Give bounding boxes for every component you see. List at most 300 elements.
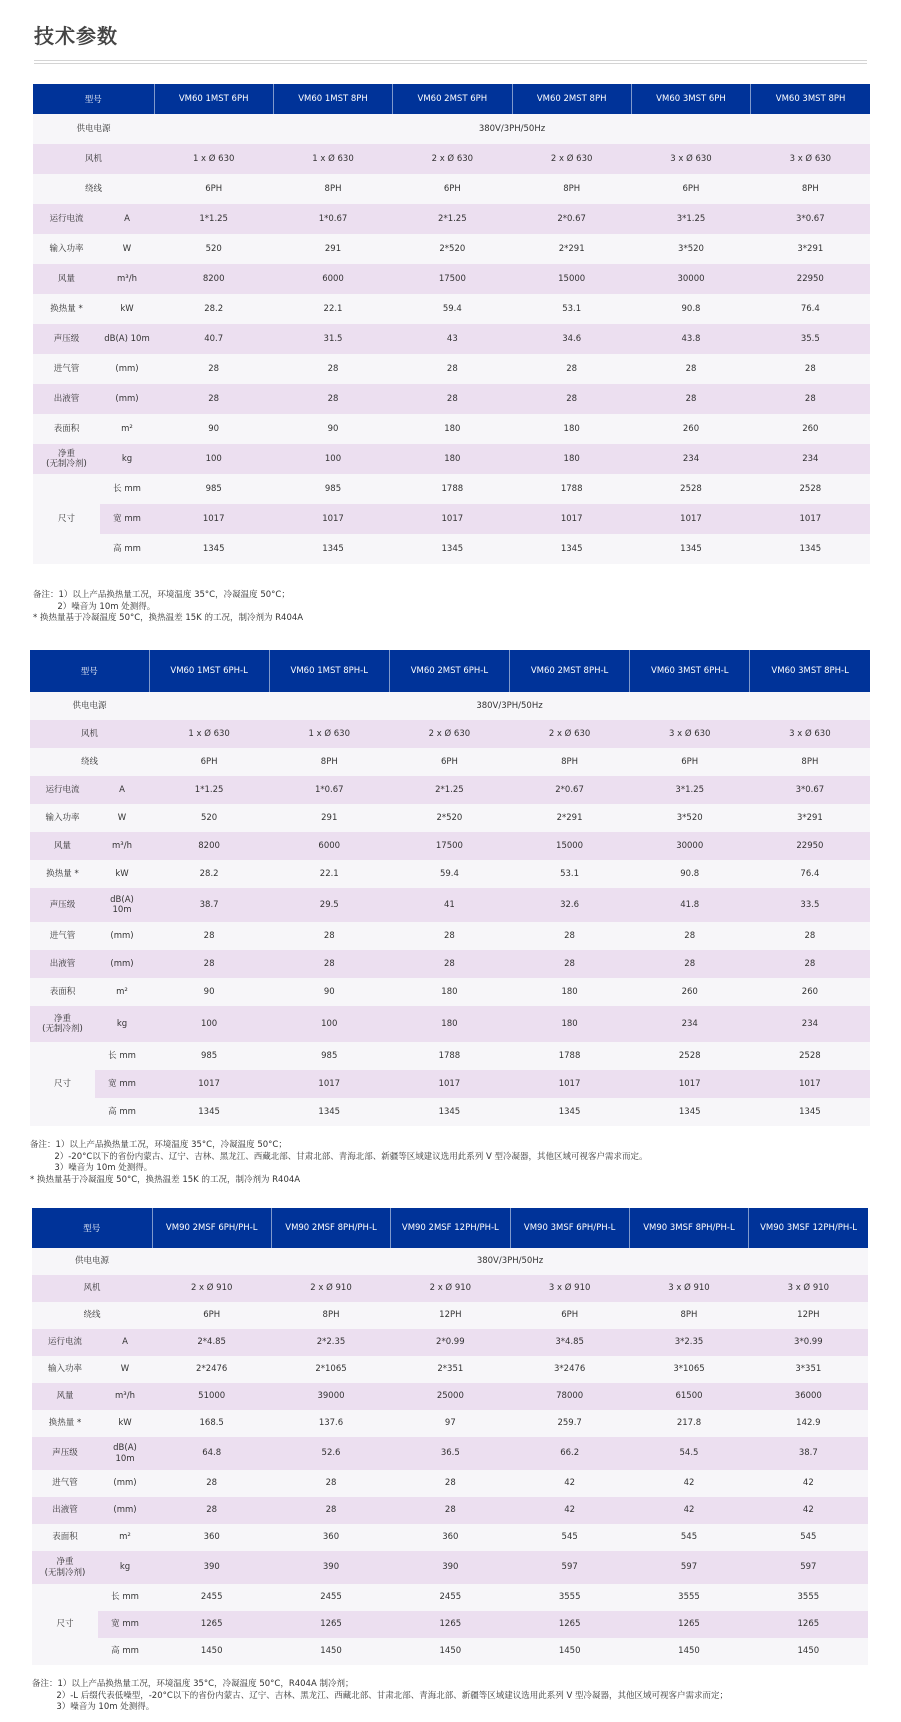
value-cell: 260 — [630, 978, 750, 1006]
model-header-label: 型号 — [30, 650, 149, 692]
row-unit: 宽 mm — [95, 1070, 149, 1098]
value-cell: 8PH — [273, 174, 392, 204]
value-cell: 76.4 — [751, 294, 870, 324]
value-cell: 28 — [152, 1470, 271, 1497]
spec-row — [33, 354, 870, 384]
value-cell: 142.9 — [749, 1410, 868, 1437]
value-cell: 2528 — [630, 1042, 750, 1070]
value-cell: 28 — [751, 384, 870, 414]
title-divider — [34, 60, 867, 61]
row-unit: W — [98, 1356, 152, 1383]
value-cell: 100 — [154, 444, 273, 474]
value-cell: 28 — [512, 384, 631, 414]
power-supply-row — [32, 1248, 868, 1275]
table-notes: 备注：1）以上产品换热量工况，环境温度 35°C，冷凝温度 50°C，R404A 制冷剂； 2）-L 后缀代表低噪型，-20°C以下的省份内蒙古、辽宁、吉林、黑龙江、西藏北部、甘肃北部、青海北部、新疆等区域建议选用此系列 V 型冷凝器，其他区域可视客户需求而定； 3）噪音为 10m 处测得。 — [32, 1679, 729, 1712]
row-label: 绕线 — [33, 174, 154, 204]
value-cell: 8PH — [750, 748, 870, 776]
value-cell: 8PH — [271, 1302, 390, 1329]
value-cell: 3*1.25 — [630, 776, 750, 804]
value-cell: 1265 — [152, 1611, 271, 1638]
value-cell: 390 — [271, 1551, 390, 1584]
row-label: 供电电源 — [30, 692, 149, 720]
value-cell: 1345 — [149, 1098, 269, 1126]
spec-row — [33, 174, 870, 204]
row-unit: m² — [98, 1524, 152, 1551]
value-cell: 3 x Ø 910 — [510, 1275, 629, 1302]
model-name: VM60 2MST 6PH — [393, 84, 512, 114]
value-cell: 6PH — [393, 174, 512, 204]
value-cell: 28 — [630, 922, 750, 950]
value-cell: 6PH — [149, 748, 269, 776]
value-cell: 36.5 — [391, 1437, 510, 1470]
spec-row — [30, 978, 870, 1006]
row-label: 运行电流 — [30, 776, 95, 804]
row-unit: 长 mm — [95, 1042, 149, 1070]
size-row — [33, 504, 870, 534]
value-cell: 8200 — [154, 264, 273, 294]
value-cell: 28 — [269, 922, 389, 950]
spec-row — [32, 1524, 868, 1551]
spec-row — [33, 264, 870, 294]
value-cell: 42 — [749, 1497, 868, 1524]
row-unit: (mm) — [98, 1497, 152, 1524]
model-name: VM60 3MST 6PH — [631, 84, 750, 114]
row-label: 换热量 * — [33, 294, 100, 324]
value-cell: 180 — [393, 444, 512, 474]
row-label: 尺寸 — [32, 1584, 98, 1665]
value-cell: 3*351 — [749, 1356, 868, 1383]
value-cell: 1450 — [629, 1638, 748, 1665]
value-cell: 985 — [149, 1042, 269, 1070]
spec-row — [33, 204, 870, 234]
value-cell: 1345 — [631, 534, 750, 564]
row-unit: (mm) — [98, 1470, 152, 1497]
value-cell: 28 — [631, 354, 750, 384]
row-label: 运行电流 — [33, 204, 100, 234]
row-label: 风量 — [33, 264, 100, 294]
value-cell: 360 — [271, 1524, 390, 1551]
value-cell: 15000 — [509, 832, 629, 860]
value-cell: 28 — [389, 950, 509, 978]
value-cell: 545 — [749, 1524, 868, 1551]
row-label: 绕线 — [32, 1302, 152, 1329]
value-cell: 3 x Ø 630 — [631, 144, 750, 174]
spec-row — [30, 922, 870, 950]
value-cell: 1265 — [510, 1611, 629, 1638]
value-cell: 28 — [269, 950, 389, 978]
value-cell: 90.8 — [630, 860, 750, 888]
value-cell: 40.7 — [154, 324, 273, 354]
value-cell: 36000 — [749, 1383, 868, 1410]
value-cell: 6000 — [273, 264, 392, 294]
value-cell: 22950 — [750, 832, 870, 860]
value-cell: 1017 — [751, 504, 870, 534]
value-cell: 28.2 — [149, 860, 269, 888]
model-header-label: 型号 — [32, 1208, 152, 1248]
spec-row — [32, 1497, 868, 1524]
row-unit: dB(A) 10m — [95, 888, 149, 922]
value-cell: 90 — [149, 978, 269, 1006]
spec-row — [33, 294, 870, 324]
value-cell: 2455 — [271, 1584, 390, 1611]
value-cell: 1450 — [749, 1638, 868, 1665]
row-unit: 高 mm — [98, 1638, 152, 1665]
value-cell: 180 — [509, 1006, 629, 1042]
size-row — [30, 1042, 870, 1070]
page-title: 技术参数 — [34, 24, 118, 48]
value-cell: 78000 — [510, 1383, 629, 1410]
value-cell: 234 — [751, 444, 870, 474]
row-label: 输入功率 — [30, 804, 95, 832]
spec-row — [33, 324, 870, 354]
row-label: 尺寸 — [33, 474, 100, 564]
value-cell: 90.8 — [631, 294, 750, 324]
value-cell: 390 — [152, 1551, 271, 1584]
value-cell: 1017 — [393, 504, 512, 534]
value-cell: 8PH — [629, 1302, 748, 1329]
value-cell: 53.1 — [509, 860, 629, 888]
model-name: VM60 1MST 6PH — [154, 84, 273, 114]
spec-row — [30, 860, 870, 888]
value-cell: 2 x Ø 630 — [509, 720, 629, 748]
header-row — [33, 84, 870, 114]
value-cell: 2*520 — [389, 804, 509, 832]
value-cell: 51000 — [152, 1383, 271, 1410]
value-cell: 2528 — [751, 474, 870, 504]
row-label: 出液管 — [33, 384, 100, 414]
row-unit: W — [100, 234, 154, 264]
table-notes: 备注：1）以上产品换热量工况，环境温度 35°C，冷凝温度 50°C； 2）噪音为 10m 处测得。 * 换热量基于冷凝温度 50°C，换热温差 15K 的工况，制冷剂为 R404A — [33, 590, 304, 623]
spec-row — [32, 1329, 868, 1356]
value-cell: 28 — [631, 384, 750, 414]
value-cell: 180 — [389, 978, 509, 1006]
row-unit: 高 mm — [100, 534, 154, 564]
model-header-label: 型号 — [33, 84, 154, 114]
value-cell: 29.5 — [269, 888, 389, 922]
row-label: 表面积 — [33, 414, 100, 444]
value-cell: 1265 — [629, 1611, 748, 1638]
row-label: 进气管 — [32, 1470, 98, 1497]
value-cell: 97 — [391, 1410, 510, 1437]
value-cell: 30000 — [630, 832, 750, 860]
spec-table-1 — [33, 84, 870, 564]
value-cell: 6PH — [631, 174, 750, 204]
value-cell: 28 — [509, 922, 629, 950]
row-label: 输入功率 — [33, 234, 100, 264]
value-cell: 1345 — [509, 1098, 629, 1126]
value-cell: 28 — [271, 1470, 390, 1497]
value-cell: 2528 — [631, 474, 750, 504]
value-cell: 3*0.99 — [749, 1329, 868, 1356]
size-row — [30, 1098, 870, 1126]
value-cell: 1*0.67 — [273, 204, 392, 234]
value-cell: 8PH — [269, 748, 389, 776]
row-label: 净重 (无制冷剂) — [32, 1551, 98, 1584]
value-cell: 2 x Ø 910 — [271, 1275, 390, 1302]
size-row — [32, 1584, 868, 1611]
model-name: VM90 3MSF 12PH/PH-L — [749, 1208, 868, 1248]
power-supply-value: 380V/3PH/50Hz — [149, 692, 870, 720]
power-supply-value: 380V/3PH/50Hz — [154, 114, 870, 144]
value-cell: 3*520 — [630, 804, 750, 832]
value-cell: 1017 — [149, 1070, 269, 1098]
row-unit: (mm) — [95, 922, 149, 950]
value-cell: 28 — [393, 384, 512, 414]
spec-row — [32, 1551, 868, 1584]
value-cell: 1017 — [269, 1070, 389, 1098]
size-row — [33, 474, 870, 504]
value-cell: 61500 — [629, 1383, 748, 1410]
row-label: 风量 — [32, 1383, 98, 1410]
spec-row — [30, 720, 870, 748]
row-unit: m² — [95, 978, 149, 1006]
value-cell: 8PH — [751, 174, 870, 204]
value-cell: 32.6 — [509, 888, 629, 922]
value-cell: 43.8 — [631, 324, 750, 354]
value-cell: 12PH — [749, 1302, 868, 1329]
row-label: 运行电流 — [32, 1329, 98, 1356]
value-cell: 597 — [629, 1551, 748, 1584]
value-cell: 2*2476 — [152, 1356, 271, 1383]
spec-row — [32, 1356, 868, 1383]
value-cell: 1265 — [749, 1611, 868, 1638]
row-label: 声压级 — [30, 888, 95, 922]
value-cell: 28 — [149, 950, 269, 978]
value-cell: 2 x Ø 630 — [512, 144, 631, 174]
value-cell: 2*1.25 — [389, 776, 509, 804]
row-label: 出液管 — [32, 1497, 98, 1524]
row-unit: A — [100, 204, 154, 234]
value-cell: 180 — [512, 414, 631, 444]
value-cell: 43 — [393, 324, 512, 354]
value-cell: 3*291 — [751, 234, 870, 264]
value-cell: 53.1 — [512, 294, 631, 324]
model-name: VM60 2MST 6PH-L — [389, 650, 509, 692]
value-cell: 1 x Ø 630 — [154, 144, 273, 174]
value-cell: 985 — [273, 474, 392, 504]
row-unit: A — [95, 776, 149, 804]
value-cell: 59.4 — [389, 860, 509, 888]
value-cell: 17500 — [393, 264, 512, 294]
value-cell: 1345 — [393, 534, 512, 564]
row-label: 表面积 — [30, 978, 95, 1006]
spec-row — [33, 414, 870, 444]
value-cell: 1017 — [273, 504, 392, 534]
value-cell: 22950 — [751, 264, 870, 294]
value-cell: 22.1 — [269, 860, 389, 888]
value-cell: 90 — [154, 414, 273, 444]
value-cell: 64.8 — [152, 1437, 271, 1470]
model-name: VM60 1MST 8PH — [273, 84, 392, 114]
value-cell: 1345 — [389, 1098, 509, 1126]
size-row — [32, 1638, 868, 1665]
value-cell: 2*4.85 — [152, 1329, 271, 1356]
value-cell: 1017 — [154, 504, 273, 534]
value-cell: 3 x Ø 630 — [750, 720, 870, 748]
value-cell: 66.2 — [510, 1437, 629, 1470]
value-cell: 90 — [269, 978, 389, 1006]
value-cell: 38.7 — [749, 1437, 868, 1470]
value-cell: 1788 — [512, 474, 631, 504]
value-cell: 3*2476 — [510, 1356, 629, 1383]
row-unit: kW — [98, 1410, 152, 1437]
row-unit: (mm) — [100, 354, 154, 384]
value-cell: 42 — [510, 1470, 629, 1497]
value-cell: 291 — [273, 234, 392, 264]
value-cell: 2*291 — [509, 804, 629, 832]
value-cell: 1345 — [273, 534, 392, 564]
value-cell: 35.5 — [751, 324, 870, 354]
table-notes: 备注：1）以上产品换热量工况，环境温度 35°C，冷凝温度 50°C； 2）-20°C以下的省份内蒙古、辽宁、吉林、黑龙江、西藏北部、甘肃北部、青海北部、新疆等区域建议选用此系列 V 型冷凝器，其他区域可视客户需求而定。 3）噪音为 10m 处测得。 * 换热量基于冷凝温度 50°C，换热温差 15K 的工况，制冷剂为 R404A — [30, 1140, 648, 1185]
row-label: 出液管 — [30, 950, 95, 978]
header-row — [32, 1208, 868, 1248]
size-row — [30, 1070, 870, 1098]
value-cell: 168.5 — [152, 1410, 271, 1437]
value-cell: 545 — [510, 1524, 629, 1551]
spec-row — [32, 1410, 868, 1437]
value-cell: 3555 — [510, 1584, 629, 1611]
value-cell: 28 — [509, 950, 629, 978]
value-cell: 1788 — [393, 474, 512, 504]
value-cell: 2528 — [750, 1042, 870, 1070]
value-cell: 28 — [152, 1497, 271, 1524]
value-cell: 234 — [631, 444, 750, 474]
value-cell: 42 — [510, 1497, 629, 1524]
model-name: VM60 1MST 6PH-L — [149, 650, 269, 692]
row-label: 输入功率 — [32, 1356, 98, 1383]
value-cell: 42 — [749, 1470, 868, 1497]
value-cell: 3*0.67 — [750, 776, 870, 804]
spec-row — [32, 1302, 868, 1329]
row-unit: (mm) — [95, 950, 149, 978]
spec-row — [33, 234, 870, 264]
row-label: 声压级 — [32, 1437, 98, 1470]
spec-row — [32, 1383, 868, 1410]
value-cell: 28 — [273, 354, 392, 384]
value-cell: 59.4 — [393, 294, 512, 324]
value-cell: 180 — [509, 978, 629, 1006]
spec-row — [33, 384, 870, 414]
value-cell: 1345 — [154, 534, 273, 564]
value-cell: 3*2.35 — [629, 1329, 748, 1356]
value-cell: 54.5 — [629, 1437, 748, 1470]
model-name: VM90 2MSF 8PH/PH-L — [271, 1208, 390, 1248]
value-cell: 985 — [154, 474, 273, 504]
value-cell: 28 — [273, 384, 392, 414]
row-unit: kg — [100, 444, 154, 474]
value-cell: 1450 — [152, 1638, 271, 1665]
value-cell: 180 — [512, 444, 631, 474]
value-cell: 28.2 — [154, 294, 273, 324]
row-unit: m³/h — [100, 264, 154, 294]
model-name: VM60 1MST 8PH-L — [269, 650, 389, 692]
spec-row — [32, 1275, 868, 1302]
value-cell: 1 x Ø 630 — [273, 144, 392, 174]
value-cell: 28 — [750, 922, 870, 950]
value-cell: 2 x Ø 630 — [389, 720, 509, 748]
value-cell: 6PH — [154, 174, 273, 204]
value-cell: 597 — [510, 1551, 629, 1584]
value-cell: 1017 — [389, 1070, 509, 1098]
value-cell: 6PH — [389, 748, 509, 776]
value-cell: 1 x Ø 630 — [149, 720, 269, 748]
value-cell: 6PH — [630, 748, 750, 776]
value-cell: 28 — [391, 1497, 510, 1524]
value-cell: 28 — [393, 354, 512, 384]
value-cell: 2*0.67 — [509, 776, 629, 804]
value-cell: 2*1065 — [271, 1356, 390, 1383]
spec-row — [30, 748, 870, 776]
spec-row — [32, 1470, 868, 1497]
value-cell: 260 — [750, 978, 870, 1006]
row-unit: W — [95, 804, 149, 832]
row-unit: m² — [100, 414, 154, 444]
value-cell: 42 — [629, 1497, 748, 1524]
value-cell: 28 — [154, 384, 273, 414]
row-label: 声压级 — [33, 324, 100, 354]
row-unit: dB(A) 10m — [100, 324, 154, 354]
value-cell: 1345 — [269, 1098, 389, 1126]
value-cell: 360 — [391, 1524, 510, 1551]
value-cell: 1345 — [630, 1098, 750, 1126]
power-supply-row — [30, 692, 870, 720]
value-cell: 234 — [750, 1006, 870, 1042]
row-label: 风量 — [30, 832, 95, 860]
header-row — [30, 650, 870, 692]
model-name: VM60 3MST 8PH — [751, 84, 870, 114]
value-cell: 6PH — [152, 1302, 271, 1329]
value-cell: 2*291 — [512, 234, 631, 264]
spec-table-2 — [30, 650, 870, 1126]
row-label: 进气管 — [30, 922, 95, 950]
spec-row — [33, 144, 870, 174]
title-divider — [34, 63, 867, 64]
value-cell: 8200 — [149, 832, 269, 860]
value-cell: 260 — [751, 414, 870, 444]
value-cell: 1*0.67 — [269, 776, 389, 804]
value-cell: 520 — [149, 804, 269, 832]
row-label: 尺寸 — [30, 1042, 95, 1126]
value-cell: 3*1.25 — [631, 204, 750, 234]
value-cell: 2*0.99 — [391, 1329, 510, 1356]
value-cell: 6000 — [269, 832, 389, 860]
row-unit: 长 mm — [100, 474, 154, 504]
value-cell: 28 — [154, 354, 273, 384]
value-cell: 1450 — [510, 1638, 629, 1665]
value-cell: 28 — [389, 922, 509, 950]
value-cell: 6PH — [510, 1302, 629, 1329]
value-cell: 28 — [751, 354, 870, 384]
row-label: 换热量 * — [30, 860, 95, 888]
value-cell: 260 — [631, 414, 750, 444]
row-label: 风机 — [30, 720, 149, 748]
model-name: VM60 2MST 8PH-L — [509, 650, 629, 692]
spec-row — [30, 1006, 870, 1042]
value-cell: 597 — [749, 1551, 868, 1584]
value-cell: 137.6 — [271, 1410, 390, 1437]
value-cell: 100 — [149, 1006, 269, 1042]
row-unit: kW — [100, 294, 154, 324]
value-cell: 3555 — [749, 1584, 868, 1611]
row-unit: m³/h — [95, 832, 149, 860]
value-cell: 2 x Ø 910 — [152, 1275, 271, 1302]
value-cell: 234 — [630, 1006, 750, 1042]
value-cell: 28 — [149, 922, 269, 950]
value-cell: 2*0.67 — [512, 204, 631, 234]
value-cell: 1*1.25 — [149, 776, 269, 804]
row-unit: kW — [95, 860, 149, 888]
value-cell: 3*520 — [631, 234, 750, 264]
